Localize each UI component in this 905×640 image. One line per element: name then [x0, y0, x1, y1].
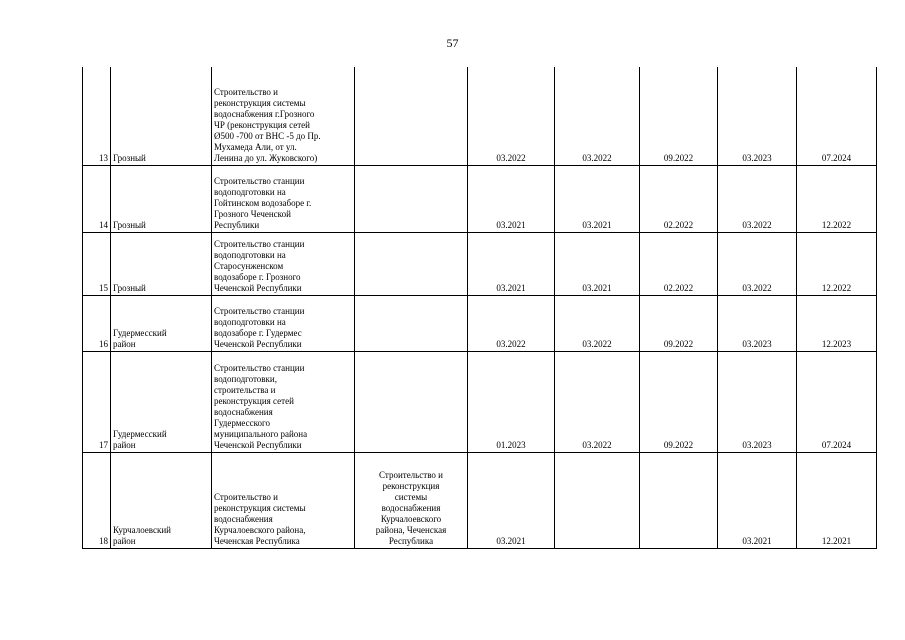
- object-alt-cell: [355, 452, 468, 548]
- row-number-cell: 18: [83, 452, 111, 548]
- date-5-cell: 12.2022: [797, 165, 877, 232]
- municipality-cell: [111, 351, 212, 452]
- date-1-cell: 03.2021: [468, 232, 555, 295]
- text-line: Грозный: [113, 152, 146, 163]
- table-row: [83, 165, 877, 232]
- text-line: Чеченской Республики: [214, 282, 302, 293]
- text-line: реконструкция: [382, 480, 440, 491]
- text-line: ЧР (реконструкция сетей: [214, 119, 310, 130]
- date-3-cell: [640, 452, 718, 548]
- text-line: район: [113, 535, 136, 546]
- page-number: 57: [446, 36, 459, 50]
- text-line: район: [113, 338, 136, 349]
- text-line: Чеченской Республики: [214, 338, 302, 349]
- row-number-cell: 16: [83, 295, 111, 351]
- date-1-cell: 03.2021: [468, 165, 555, 232]
- object-cell: [212, 165, 355, 232]
- text-line: Грозный: [113, 219, 146, 230]
- text-line: водоподготовки на: [214, 249, 286, 260]
- text-line: строительства и: [214, 384, 276, 395]
- object-alt-cell: [355, 232, 468, 295]
- text-line: Гойтинском водозаборе г.: [214, 197, 312, 208]
- object-alt-cell: [355, 351, 468, 452]
- text-line: Ø500 -700 от ВНС -5 до Пр.: [214, 130, 321, 141]
- text-line: Мухамеда Али, от ул.: [214, 141, 297, 152]
- object-alt-cell: [355, 165, 468, 232]
- date-5-cell: 12.2021: [797, 452, 877, 548]
- table-row: [83, 295, 877, 351]
- text-line: водозаборе г. Грозного: [214, 271, 301, 282]
- text-line: Строительство и: [214, 491, 278, 502]
- object-cell: [212, 67, 355, 165]
- text-line: района, Чеченская: [375, 524, 447, 535]
- date-5-cell: 07.2024: [797, 351, 877, 452]
- date-5-cell: 12.2023: [797, 295, 877, 351]
- row-number-cell: 15: [83, 232, 111, 295]
- object-cell: [212, 452, 355, 548]
- text-line: водозаборе г. Гудермес: [214, 327, 302, 338]
- date-5-cell: 12.2022: [797, 232, 877, 295]
- object-alt-cell: [355, 67, 468, 165]
- municipality-cell: [111, 295, 212, 351]
- date-2-cell: 03.2022: [555, 67, 640, 165]
- row-number-cell: 14: [83, 165, 111, 232]
- text-line: Республика: [388, 535, 434, 546]
- text-line: водоснабжения: [214, 406, 273, 417]
- object-alt-cell: [355, 295, 468, 351]
- date-5-cell: 07.2024: [797, 67, 877, 165]
- date-1-cell: 03.2021: [468, 452, 555, 548]
- date-4-cell: 03.2022: [718, 232, 797, 295]
- text-line: Строительство станции: [214, 362, 305, 373]
- text-line: водоподготовки,: [214, 373, 277, 384]
- municipality-cell: [111, 232, 212, 295]
- text-line: Гудермесский: [113, 428, 167, 439]
- date-3-cell: 02.2022: [640, 232, 718, 295]
- text-line: водоподготовки на: [214, 316, 286, 327]
- object-cell: [212, 232, 355, 295]
- text-line: Курчалоевского: [380, 513, 442, 524]
- table-row: [83, 452, 877, 548]
- text-line: Курчалоевского района,: [214, 524, 306, 535]
- text-line: водоснабжения г.Грозного: [214, 108, 315, 119]
- object-cell: [212, 351, 355, 452]
- table-row: [83, 67, 877, 165]
- date-2-cell: 03.2021: [555, 165, 640, 232]
- text-line: Старосунженском: [214, 260, 284, 271]
- table-row: [83, 351, 877, 452]
- object-cell: [212, 295, 355, 351]
- text-line: реконструкция сетей: [214, 395, 294, 406]
- date-3-cell: 09.2022: [640, 67, 718, 165]
- text-line: Строительство станции: [214, 305, 305, 316]
- text-line: реконструкция системы: [214, 97, 306, 108]
- text-line: реконструкция системы: [214, 502, 306, 513]
- text-line: Строительство и: [214, 86, 278, 97]
- projects-table: [82, 67, 877, 549]
- date-2-cell: 03.2022: [555, 295, 640, 351]
- text-line: Гудермесский: [113, 327, 167, 338]
- date-4-cell: 03.2022: [718, 165, 797, 232]
- text-line: водоподготовки на: [214, 186, 286, 197]
- text-line: Курчалоевский: [113, 524, 171, 535]
- table-body: [83, 67, 877, 548]
- date-3-cell: 02.2022: [640, 165, 718, 232]
- text-line: системы: [394, 491, 428, 502]
- text-line: Строительство станции: [214, 238, 305, 249]
- date-2-cell: 03.2022: [555, 351, 640, 452]
- text-line: Республики: [214, 219, 260, 230]
- date-4-cell: 03.2021: [718, 452, 797, 548]
- text-line: Строительство и: [379, 469, 443, 480]
- date-2-cell: 03.2021: [555, 232, 640, 295]
- row-number-cell: 13: [83, 67, 111, 165]
- table-row: [83, 232, 877, 295]
- text-line: Грозного Чеченской: [214, 208, 291, 219]
- date-1-cell: 01.2023: [468, 351, 555, 452]
- date-3-cell: 09.2022: [640, 351, 718, 452]
- text-line: муниципального района: [214, 428, 308, 439]
- text-line: Грозный: [113, 282, 146, 293]
- municipality-cell: [111, 452, 212, 548]
- date-4-cell: 03.2023: [718, 351, 797, 452]
- date-4-cell: 03.2023: [718, 67, 797, 165]
- municipality-cell: [111, 67, 212, 165]
- date-3-cell: 09.2022: [640, 295, 718, 351]
- text-line: район: [113, 439, 136, 450]
- text-line: Строительство станции: [214, 175, 305, 186]
- text-line: Гудермесского: [214, 417, 271, 428]
- date-1-cell: 03.2022: [468, 295, 555, 351]
- row-number-cell: 17: [83, 351, 111, 452]
- text-line: водоснабжения: [214, 513, 273, 524]
- date-4-cell: 03.2023: [718, 295, 797, 351]
- text-line: Ленина до ул. Жуковского): [214, 152, 318, 163]
- municipality-cell: [111, 165, 212, 232]
- date-2-cell: [555, 452, 640, 548]
- text-line: водоснабжения: [381, 502, 441, 513]
- date-1-cell: 03.2022: [468, 67, 555, 165]
- text-line: Чеченской Республики: [214, 439, 302, 450]
- text-line: Чеченская Республика: [214, 535, 300, 546]
